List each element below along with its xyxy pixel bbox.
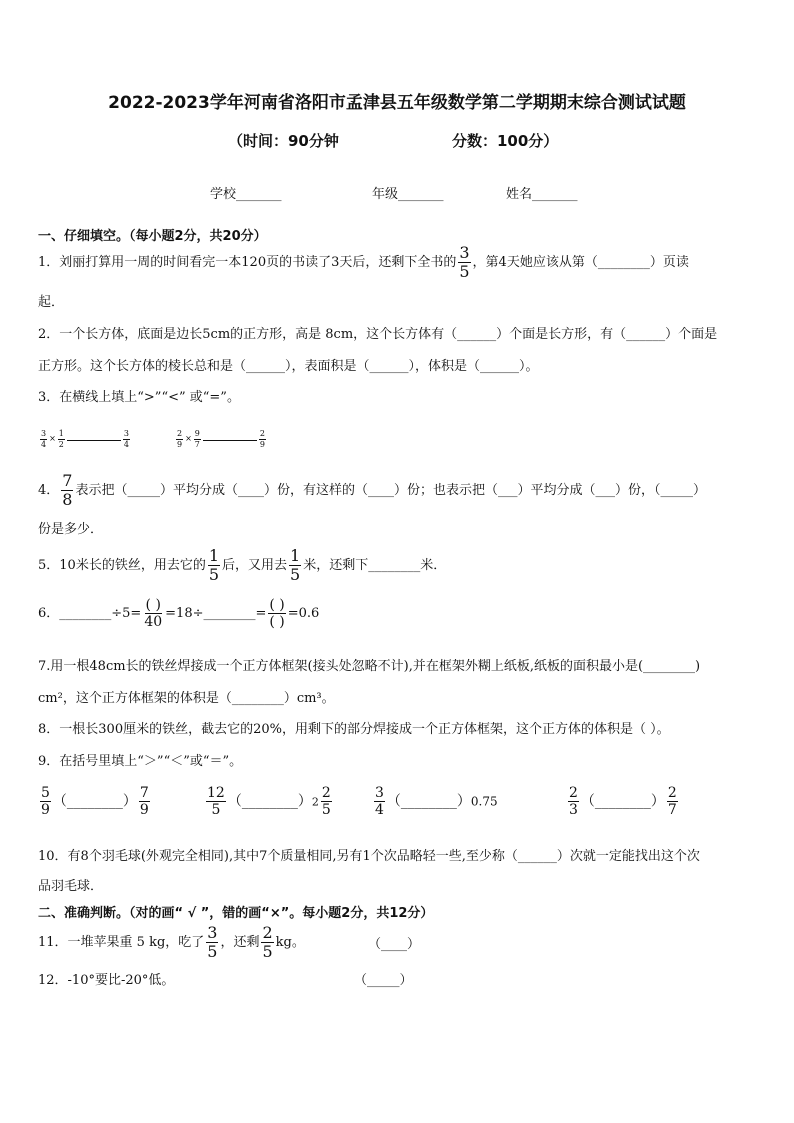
question-7-cont: cm²，这个正方体框架的体积是（________）cm³。 xyxy=(38,691,335,706)
question-10-cont: 品羽毛球． xyxy=(38,879,104,894)
q9-item-1: $\frac{5}{9}$ （________） $\frac{7}{9}$ xyxy=(41,785,149,818)
question-10: 10．有8个羽毛球(外观完全相同),其中7个质量相同,另有1个次品略轻一些,至少称（______）次就一定能找出这个次 xyxy=(38,849,700,864)
question-5: 5．10米长的铁丝，用去它的 $\frac{1}{5}$ 后，又用去 $\frac{1}{5}$ 米，还剩下________米． xyxy=(38,546,447,584)
question-3: 3．在横线上填上“>”“<” 或“=”。 xyxy=(38,390,240,405)
q9-item-3: $\frac{3}{4}$ （________）0.75 xyxy=(375,785,498,818)
question-2-cont: 正方形。这个长方体的棱长总和是（______），表面积是（______），体积是（______）。 xyxy=(38,359,539,374)
subtitle-score: 分数：100分） xyxy=(452,132,559,150)
q9-item-4: $\frac{2}{3}$ （________） $\frac{2}{7}$ xyxy=(569,785,677,818)
fraction: $\frac{7}{8}$ xyxy=(62,471,73,509)
q1-text-a: 1．刘丽打算用一周的时间看完一本120页的书读了3天后，还剩下全书的 xyxy=(38,255,457,270)
answer-paren[interactable]: （________） xyxy=(386,793,471,810)
question-1 xyxy=(38,245,758,280)
grade-field: 年级_______ xyxy=(372,187,444,202)
question-12: 12．-10°要比-20°低。 xyxy=(38,973,175,988)
answer-blank[interactable] xyxy=(67,428,121,441)
question-11: 11．一堆苹果重 5 kg，吃了 $\frac{3}{5}$ ，还剩 $\frac{2}{5}$ kg。 xyxy=(38,923,305,961)
page-title: 2022-2023学年河南省洛阳市孟津县五年级数学第二学期期末综合测试试题 xyxy=(108,93,686,113)
q4-number: 4． xyxy=(38,483,60,498)
answer-blank[interactable] xyxy=(203,428,257,441)
question-7: 7.用一根48cm长的铁丝焊接成一个正方体框架(接头处忽略不计),并在框架外糊上纸板,纸板的面积最小是(________) xyxy=(38,659,701,674)
question-2: 2．一个长方体，底面是边长5cm的正方形，高是 8cm，这个长方体有（______）个面是长方形，有（______）个面是 xyxy=(38,327,718,342)
denominator: 5 xyxy=(459,262,470,281)
section-2-heading: 二、准确判断。（对的画“ √ ”，错的画“×”。每小题2分，共12分） xyxy=(38,906,434,921)
subtitle-time: （时间：90分钟 xyxy=(228,132,339,150)
school-field: 学校_______ xyxy=(210,187,282,202)
fraction xyxy=(458,245,470,280)
answer-paren[interactable]: （________） xyxy=(52,793,137,810)
q9-item-2: $\frac{12}{5}$ （________）2 $\frac{2}{5}$ xyxy=(207,785,331,818)
answer-paren[interactable]: （________） xyxy=(227,793,312,810)
q11-answer-paren[interactable]: （____） xyxy=(368,937,421,952)
name-field: 姓名_______ xyxy=(506,187,578,202)
question-9: 9．在括号里填上“＞”“＜”或“＝”。 xyxy=(38,754,243,769)
question-4 xyxy=(38,473,758,508)
answer-paren[interactable]: （________） xyxy=(580,793,665,810)
question-8: 8．一根长300厘米的铁丝，截去它的20%，用剩下的部分焊接成一个正方体框架，这个正方体的体积是（ ）。 xyxy=(38,722,670,737)
question-1-cont: 起． xyxy=(38,295,65,310)
question-6: 6．________÷5= $\frac{( )}{40}$ =18÷________= $\frac{( )}{( )}$ =0.6 xyxy=(38,597,320,630)
q3-expression-1: $\frac{3}{4}$ × $\frac{1}{2}$ $\frac{3}{4}$ xyxy=(41,428,129,449)
section-1-heading: 一、仔细填空。（每小题2分，共20分） xyxy=(38,229,267,244)
q12-answer-paren[interactable]: （_____） xyxy=(354,973,413,988)
question-4-cont: 份是多少． xyxy=(38,522,104,537)
numerator: 3 xyxy=(459,243,470,262)
q4-text: 表示把（_____）平均分成（____）份，有这样的（____）份；也表示把（___）平均分成（___）份，（_____） xyxy=(75,483,706,498)
q3-expression-2: $\frac{2}{9}$ × $\frac{9}{7}$ $\frac{2}{9}$ xyxy=(177,428,265,449)
q1-text-b: ，第4天她应该从第（________）页读 xyxy=(472,255,689,270)
